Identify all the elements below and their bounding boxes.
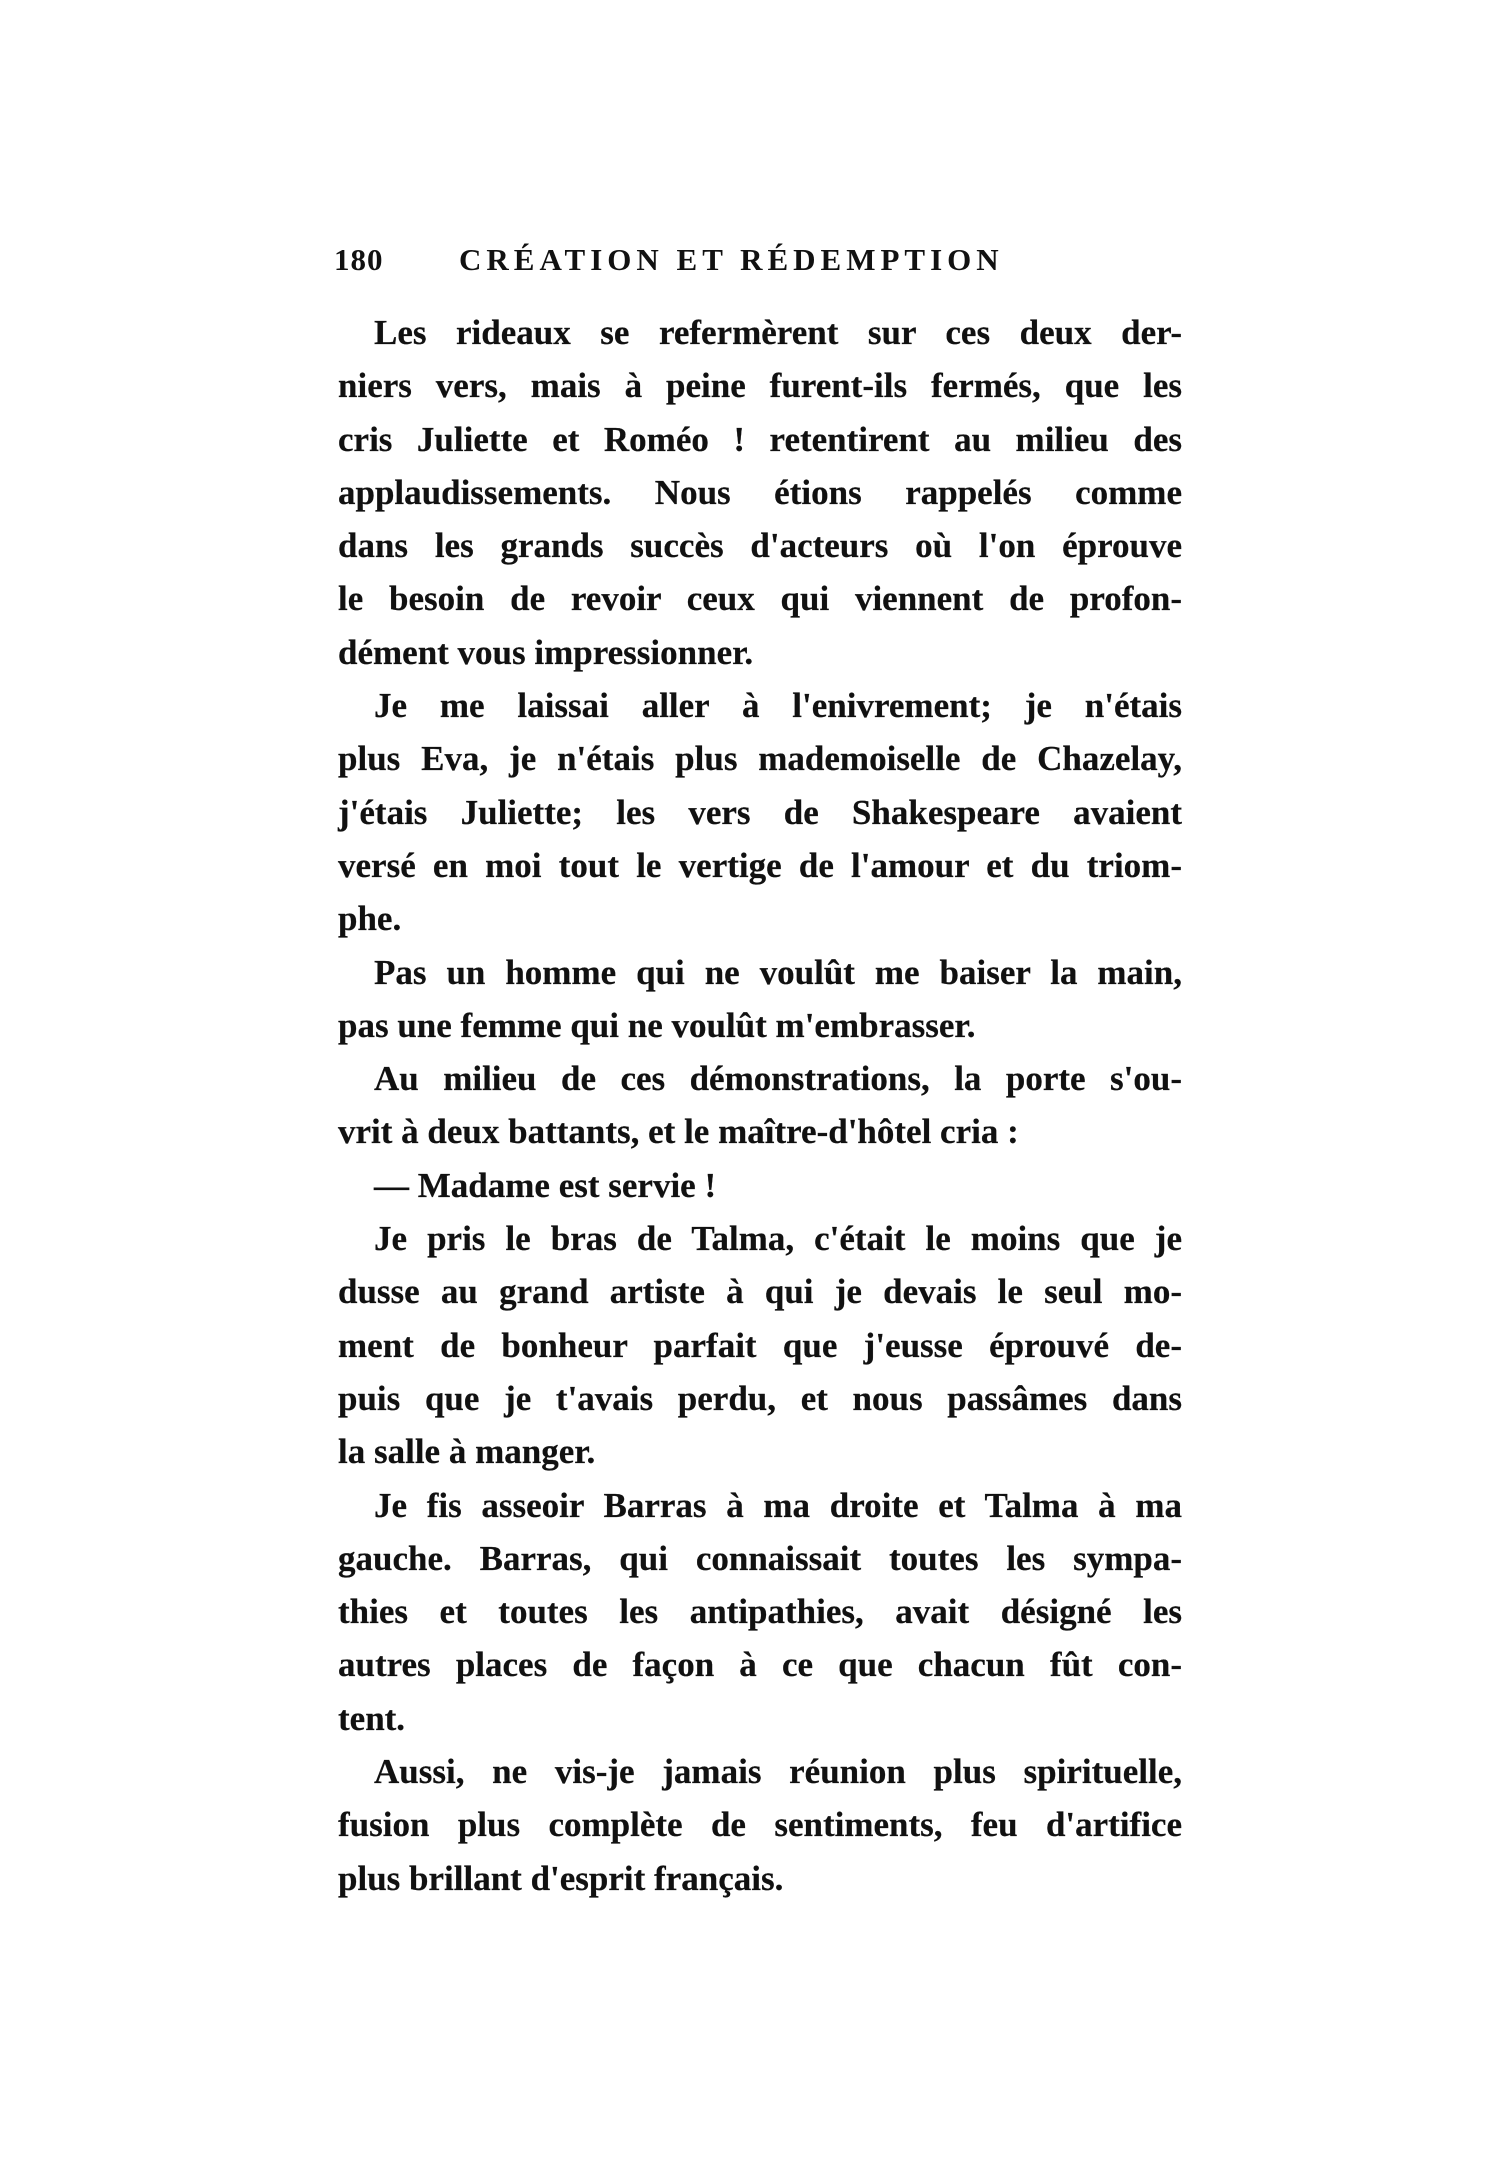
text-line: vrit à deux battants, et le maître-d'hôtel cria :	[338, 1112, 1019, 1152]
text-line: cris Juliette et Roméo ! retentirent au milieu des	[338, 419, 1182, 459]
text-line: dément vous impressionner.	[338, 632, 754, 672]
text-line: fusion plus complète de sentiments, feu d'artifice	[338, 1805, 1182, 1845]
text-line: tent.	[338, 1698, 406, 1738]
text-line: dans les grands succès d'acteurs où l'on éprouve	[338, 526, 1182, 566]
text-line: phe.	[338, 899, 402, 939]
text-line: thies et toutes les antipathies, avait désigné les	[338, 1592, 1182, 1632]
text-line: autres places de façon à ce que chacun fût con-	[338, 1645, 1182, 1685]
paragraph	[338, 1212, 1182, 1478]
body-text	[338, 306, 1182, 1905]
text-line: plus Eva, je n'étais plus mademoiselle de Chazelay,	[338, 739, 1182, 779]
text-line: Pas un homme qui ne voulût me baiser la main,	[374, 952, 1182, 992]
text-line: dusse au grand artiste à qui je devais le seul mo-	[338, 1272, 1182, 1312]
text-line: Les rideaux se refermèrent sur ces deux der-	[374, 313, 1182, 352]
text-line: Je me laissai aller à l'enivrement; je n'étais	[374, 686, 1182, 726]
text-line: applaudissements. Nous étions rappelés comme	[338, 472, 1182, 512]
text-line: la salle à manger.	[338, 1432, 596, 1472]
text-line: j'étais Juliette; les vers de Shakespeare avaient	[338, 792, 1182, 832]
text-line: Aussi, ne vis-je jamais réunion plus spirituelle,	[374, 1752, 1182, 1792]
text-line: Au milieu de ces démonstrations, la porte s'ou-	[374, 1059, 1182, 1099]
paragraph	[338, 1159, 1182, 1212]
paragraph	[338, 1745, 1182, 1905]
page-header	[334, 242, 1094, 288]
text-line: Je fis asseoir Barras à ma droite et Talma à ma	[374, 1485, 1182, 1525]
paragraph	[338, 679, 1182, 945]
paragraph	[338, 1479, 1182, 1745]
paragraph	[338, 306, 1182, 679]
text-line: ment de bonheur parfait que j'eusse éprouvé de-	[338, 1325, 1182, 1365]
text-line: plus brillant d'esprit français.	[338, 1858, 784, 1898]
text-line: pas une femme qui ne voulût m'embrasser.	[338, 1005, 976, 1045]
paragraph	[338, 1052, 1182, 1159]
page-number: 180	[334, 242, 384, 277]
text-line: puis que je t'avais perdu, et nous passâmes dans	[338, 1378, 1182, 1418]
text-line: Je pris le bras de Talma, c'était le moins que je	[374, 1219, 1182, 1259]
text-line: le besoin de revoir ceux qui viennent de profon-	[338, 579, 1182, 619]
text-line: — Madame est servie !	[374, 1165, 717, 1205]
text-line: niers vers, mais à peine furent-ils fermés, que les	[338, 366, 1182, 406]
text-line: gauche. Barras, qui connaissait toutes les sympa-	[338, 1538, 1182, 1578]
running-title: CRÉATION ET RÉDEMPTION	[459, 242, 1004, 277]
paragraph	[338, 946, 1182, 1053]
text-line: versé en moi tout le vertige de l'amour et du triom-	[338, 845, 1182, 885]
